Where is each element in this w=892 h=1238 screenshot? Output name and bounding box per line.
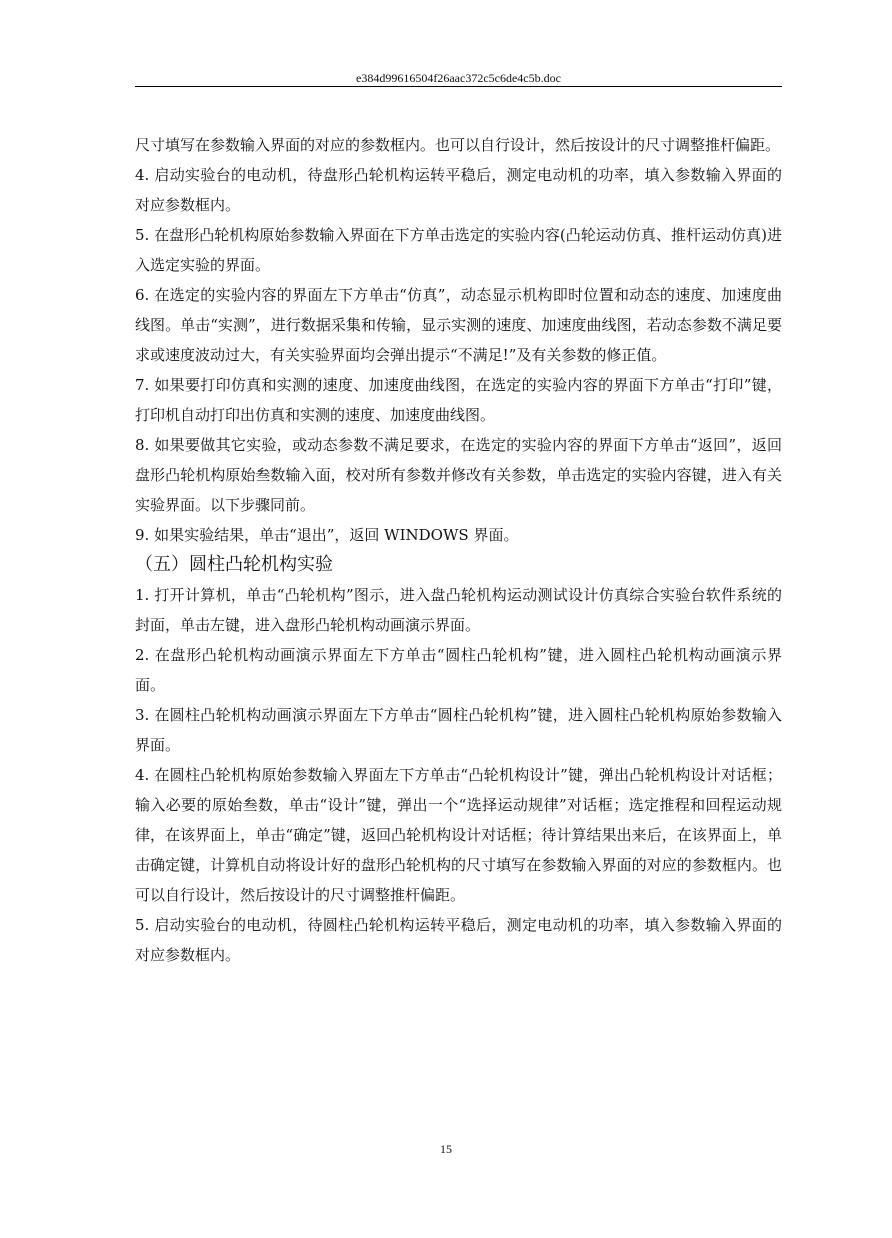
section-paragraph-step-4: 4. 在圆柱凸轮机构原始参数输入界面左下方单击“凸轮机构设计”键，弹出凸轮机构设计对话框；输入必要的原始叁数，单击“设计”键，弹出一个“选择运动规律”对话框；选定推程和回程运动规律，在该界面上，单击“确定”键，返回凸轮机构设计对话框；待计算结果出来后，在该界面上，单击确定键，计算机自动将设计好的盘形凸轮机构的尺寸填写在参数输入界面的对应的参数框内。也可以自行设计，然后按设计的尺寸调整推杆偏距。 <box>135 766 782 904</box>
section-paragraph-step-2: 2. 在盘形凸轮机构动画演示界面左下方单击“圆柱凸轮机构”键，进入圆柱凸轮机构动画演示界面。 <box>135 646 782 694</box>
paragraph-continuation: 尺寸填写在参数输入界面的对应的参数框内。也可以自行设计，然后按设计的尺寸调整推杆偏距。 <box>135 136 781 154</box>
paragraph-step-4: 4. 启动实验台的电动机，待盘形凸轮机构运转平稳后，测定电动机的功率，填入参数输入界面的对应参数框内。 <box>135 166 782 214</box>
paragraph-step-8: 8. 如果要做其它实验，或动态参数不满足要求，在选定的实验内容的界面下方单击“返回”，返回盘形凸轮机构原始叁数输入面，校对所有参数并修改有关参数，单击选定的实验内容键，进入有关实验界面。以下步骤同前。 <box>135 436 782 514</box>
paragraph-step-9: 9. 如果实验结果，单击“退出”，返回 WINDOWS 界面。 <box>135 526 519 544</box>
paragraph-step-6: 6. 在选定的实验内容的界面左下方单击“仿真”，动态显示机构即时位置和动态的速度、加速度曲线图。单击“实测”，进行数据采集和传输，显示实测的速度、加速度曲线图，若动态参数不满足要求或速度波动过大，有关实验界面均会弹出提示“不满足!”及有关参数的修正值。 <box>135 286 782 364</box>
section-paragraph-step-1: 1. 打开计算机，单击“凸轮机构”图示，进入盘凸轮机构运动测试设计仿真综合实验台软件系统的封面，单击左键，进入盘形凸轮机构动画演示界面。 <box>135 586 782 634</box>
page-number: 15 <box>440 1142 452 1156</box>
paragraph-step-7: 7. 如果要打印仿真和实测的速度、加速度曲线图，在选定的实验内容的界面下方单击“打印”键，打印机自动打印出仿真和实测的速度、加速度曲线图。 <box>135 376 782 424</box>
page-header-filename: e384d99616504f26aac372c5c6de4c5b.doc <box>356 71 561 85</box>
paragraph-step-5: 5. 在盘形凸轮机构原始参数输入界面在下方单击选定的实验内容(凸轮运动仿真、推杆运动仿真)进入选定实验的界面。 <box>135 226 782 274</box>
document-body <box>135 130 782 970</box>
section-paragraph-step-5: 5. 启动实验台的电动机，待圆柱凸轮机构运转平稳后，测定电动机的功率，填入参数输入界面的对应参数框内。 <box>135 916 782 964</box>
header-divider <box>135 86 782 87</box>
section-heading: （五）圆柱凸轮机构实验 <box>135 554 333 575</box>
section-paragraph-step-3: 3. 在圆柱凸轮机构动画演示界面左下方单击“圆柱凸轮机构”键，进入圆柱凸轮机构原始参数输入界面。 <box>135 706 782 754</box>
